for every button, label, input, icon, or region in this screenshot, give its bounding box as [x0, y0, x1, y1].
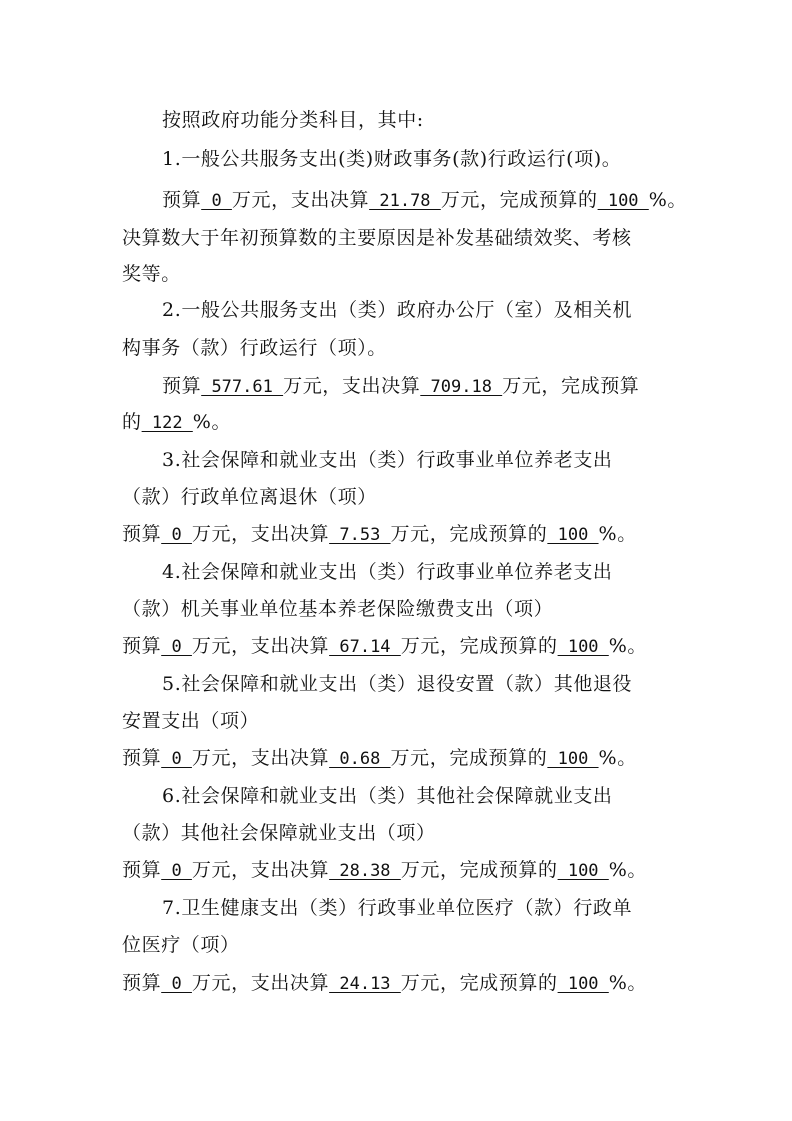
reason-text: 奖等。: [122, 263, 181, 285]
budget-prefix: 预算: [122, 523, 162, 545]
item-heading-text: （款）行政单位离退休（项）: [122, 486, 377, 508]
final-value: 709.18: [420, 377, 503, 397]
final-value: 28.38: [329, 861, 401, 881]
budget-prefix: 预算: [122, 972, 162, 994]
item-1-heading-text: 1.一般公共服务支出(类)财政事务(款)行政运行(项)。: [162, 148, 622, 170]
item-1-reason-2: [122, 262, 181, 286]
item-4-figures: [122, 634, 647, 659]
mid-text: 万元，支出决算: [191, 972, 330, 994]
item-7-figures: [122, 971, 647, 996]
item-heading-text: （款）其他社会保障就业支出（项）: [122, 822, 436, 844]
mid-text: 万元，完成预算的: [400, 859, 558, 881]
mid-text: 万元，支出决算: [191, 747, 330, 769]
mid-text: 万元，支出决算: [283, 375, 421, 397]
budget-value: 0: [161, 525, 192, 545]
item-1-reason-1: [122, 226, 632, 250]
item-7-heading-2: [122, 933, 240, 957]
item-2-percent: [122, 410, 231, 435]
final-value: 0.68: [329, 749, 391, 769]
item-2-heading-2: [122, 336, 387, 360]
mid-text: 万元，完成预算的: [400, 635, 558, 657]
item-heading-text: （款）机关事业单位基本养老保险缴费支出（项）: [122, 598, 554, 620]
budget-value: 0: [201, 191, 232, 211]
budget-value: 0: [161, 974, 192, 994]
item-5-figures: [122, 746, 637, 771]
mid-text: 万元，完成预算的: [390, 747, 548, 769]
item-4-heading-2: [122, 597, 553, 621]
suffix: %。: [598, 523, 637, 545]
item-5-heading-2: [122, 709, 259, 733]
item-heading-text: 6.社会保障和就业支出（类）其他社会保障就业支出: [162, 785, 613, 807]
budget-prefix: 预算: [122, 635, 162, 657]
mid-text: 万元，完成预算的: [400, 972, 558, 994]
mid-text: 万元，支出决算: [191, 859, 330, 881]
percent-value: 100: [557, 637, 609, 657]
item-1-heading: [162, 147, 621, 171]
suffix: %。: [648, 189, 688, 211]
budget-prefix: 预算: [122, 859, 162, 881]
item-heading-text: 位医疗（项）: [122, 934, 240, 956]
item-heading-text: 构事务（款）行政运行（项）。: [122, 337, 387, 359]
item-6-heading-2: [122, 821, 436, 845]
budget-value: 0: [161, 749, 192, 769]
item-heading-text: 7.卫生健康支出（类）行政事业单位医疗（款）行政单: [162, 897, 633, 919]
item-heading-text: 安置支出（项）: [122, 710, 260, 732]
suffix: %。: [608, 972, 648, 994]
percent-value: 100: [547, 525, 599, 545]
percent-value: 100: [557, 974, 609, 994]
percent-value: 122: [141, 413, 193, 433]
item-6-figures: [122, 858, 647, 883]
budget-prefix: 预算: [162, 189, 202, 211]
suffix: %。: [598, 747, 637, 769]
item-2-figures: [162, 374, 639, 399]
item-1-figures: [162, 188, 687, 213]
reason-text: 决算数大于年初预算数的主要原因是补发基础绩效奖、考核: [122, 227, 632, 249]
suffix: %。: [192, 411, 232, 433]
percent-value: 100: [597, 191, 649, 211]
mid-text: 万元，完成预算: [502, 375, 640, 397]
item-heading-text: 2.一般公共服务支出（类）政府办公厅（室）及相关机: [162, 299, 633, 321]
final-value: 7.53: [329, 525, 391, 545]
percent-value: 100: [557, 861, 609, 881]
percent-value: 100: [547, 749, 599, 769]
mid-text: 万元，支出决算: [231, 189, 370, 211]
budget-prefix: 预算: [162, 375, 202, 397]
budget-prefix: 预算: [122, 747, 162, 769]
item-5-heading-1: [162, 672, 632, 696]
item-heading-text: 3.社会保障和就业支出（类）行政事业单位养老支出: [162, 449, 613, 471]
item-6-heading-1: [162, 784, 613, 808]
item-7-heading-1: [162, 896, 632, 920]
intro-line: [162, 108, 424, 132]
final-value: 67.14: [329, 637, 401, 657]
mid-text: 万元，支出决算: [191, 523, 330, 545]
item-3-heading-1: [162, 448, 613, 472]
item-4-heading-1: [162, 560, 613, 584]
final-value: 24.13: [329, 974, 401, 994]
item-3-figures: [122, 522, 637, 547]
final-value: 21.78: [369, 191, 441, 211]
item-heading-text: 5.社会保障和就业支出（类）退役安置（款）其他退役: [162, 673, 633, 695]
budget-value: 577.61: [201, 377, 284, 397]
item-2-heading-1: [162, 298, 632, 322]
mid-text: 万元，完成预算的: [440, 189, 598, 211]
mid-text: 万元，完成预算的: [390, 523, 548, 545]
mid-text: 万元，支出决算: [191, 635, 330, 657]
item-3-heading-2: [122, 485, 377, 509]
item-heading-text: 4.社会保障和就业支出（类）行政事业单位养老支出: [162, 561, 613, 583]
budget-value: 0: [161, 861, 192, 881]
suffix: %。: [608, 859, 648, 881]
budget-value: 0: [161, 637, 192, 657]
pct-prefix: 的: [122, 411, 142, 433]
intro-text: 按照政府功能分类科目，其中:: [162, 109, 424, 131]
suffix: %。: [608, 635, 648, 657]
